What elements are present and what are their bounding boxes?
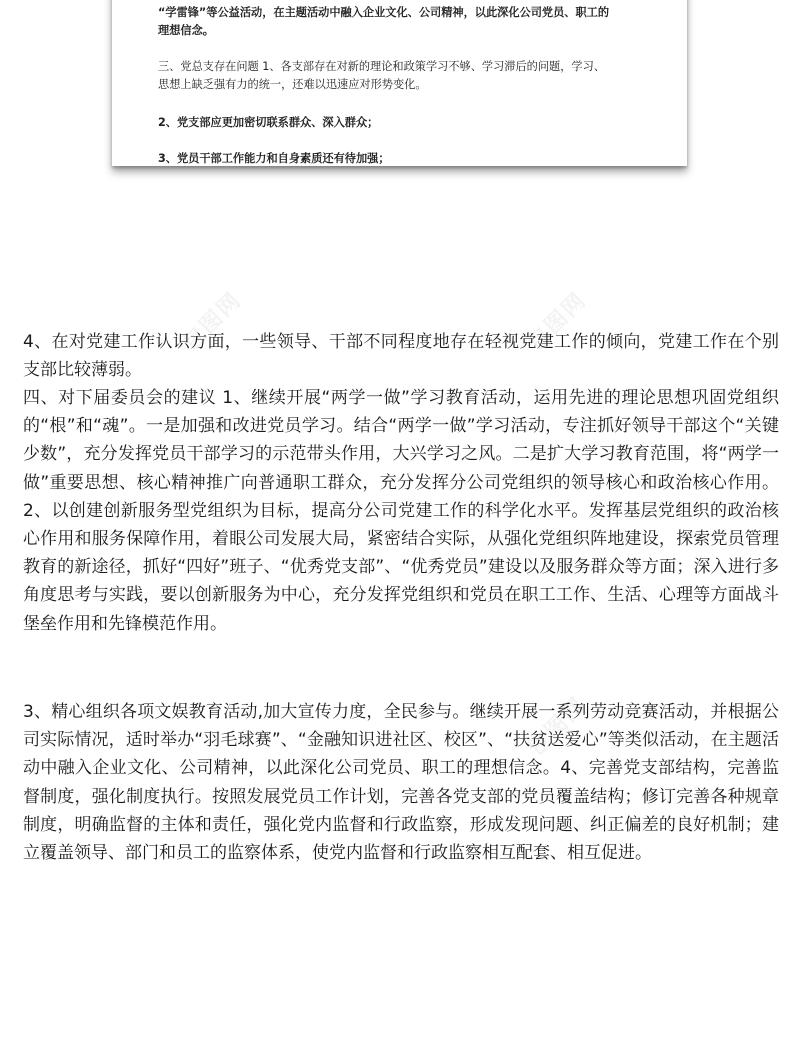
body-paragraph: 3、精心组织各项文娱教育活动,加大宣传力度，全民参与。继续开展一系列劳动竞赛活动，并根据公司实际情况，适时举办“羽毛球赛”、“金融知识进社区、校区”、“扶贫送爱心”等类似活动，在主题活动中融入企业文化、公司精神，以此深化公司党员、职工的理想信念。4、完善党支部结构，完善监督制度，强化制度执行。按照发展党员工作计划，完善各党支部的党员覆盖结构；修订完善各种规章制度，明确监督的主体和责任，强化党内监督和行政监察，形成发现问题、纠正偏差的良好机制；建立覆盖领导、部门和员工的监察体系，使党内监督和行政监察相互配套、相互促进。: [23, 702, 779, 864]
watermark: 包图网: [523, 692, 592, 762]
card-paragraph-line: 理想信念。: [158, 24, 214, 37]
document-preview-card: [112, 0, 687, 166]
watermark: 包图网: [523, 287, 592, 357]
card-paragraph-line: 思想上缺乏强有力的统一，还难以迅速应对形势变化。: [158, 78, 427, 91]
body-paragraph: 四、对下届委员会的建议 1、继续开展“两学一做”学习教育活动，运用先进的理论思想巩固党组织的“根”和“魂”。一是加强和改进党员学习。结合“两学一做”学习活动，专注抓好领导干部这个“关键少数”，充分发挥党员干部学习的示范带头作用，大兴学习之风。二是扩大学习教育范围，将“两学一做”重要思想、核心精神推广向普通职工群众，充分发挥分公司党组织的领导核心和政治核心作用。2、以创建创新服务型党组织为目标，提高分公司党建工作的科学化水平。发挥基层党组织的政治核心作用和服务保障作用，着眼公司发展大局，紧密结合实际，从强化党组织阵地建设，探索党员管理教育的新途径，抓好“四好”班子、“优秀党支部”、“优秀党员”建设以及服务群众等方面；深入进行多角度思考与实践，要以创新服务为中心，充分发挥党组织和党员在职工工作、生活、心理等方面战斗堡垒作用和先锋模范作用。: [23, 388, 779, 634]
card-paragraph-line: “学雷锋”等公益活动，在主题活动中融入企业文化、公司精神，以此深化公司党员、职工的: [158, 6, 610, 19]
card-paragraph-line: 三、党总支存在问题 1、各支部存在对新的理论和政策学习不够、学习滞后的问题，学习、: [158, 60, 605, 73]
watermark: 包图网: [178, 287, 247, 357]
card-list-item: 2、党支部应更加密切联系群众、深入群众；: [158, 116, 379, 129]
body-paragraph: 4、在对党建工作认识方面，一些领导、干部不同程度地存在轻视党建工作的倾向，党建工作在个别支部比较薄弱。: [23, 332, 779, 381]
card-list-item: 3、党员干部工作能力和自身素质还有待加强；: [158, 152, 390, 165]
cut-off-line: [158, 0, 658, 1]
